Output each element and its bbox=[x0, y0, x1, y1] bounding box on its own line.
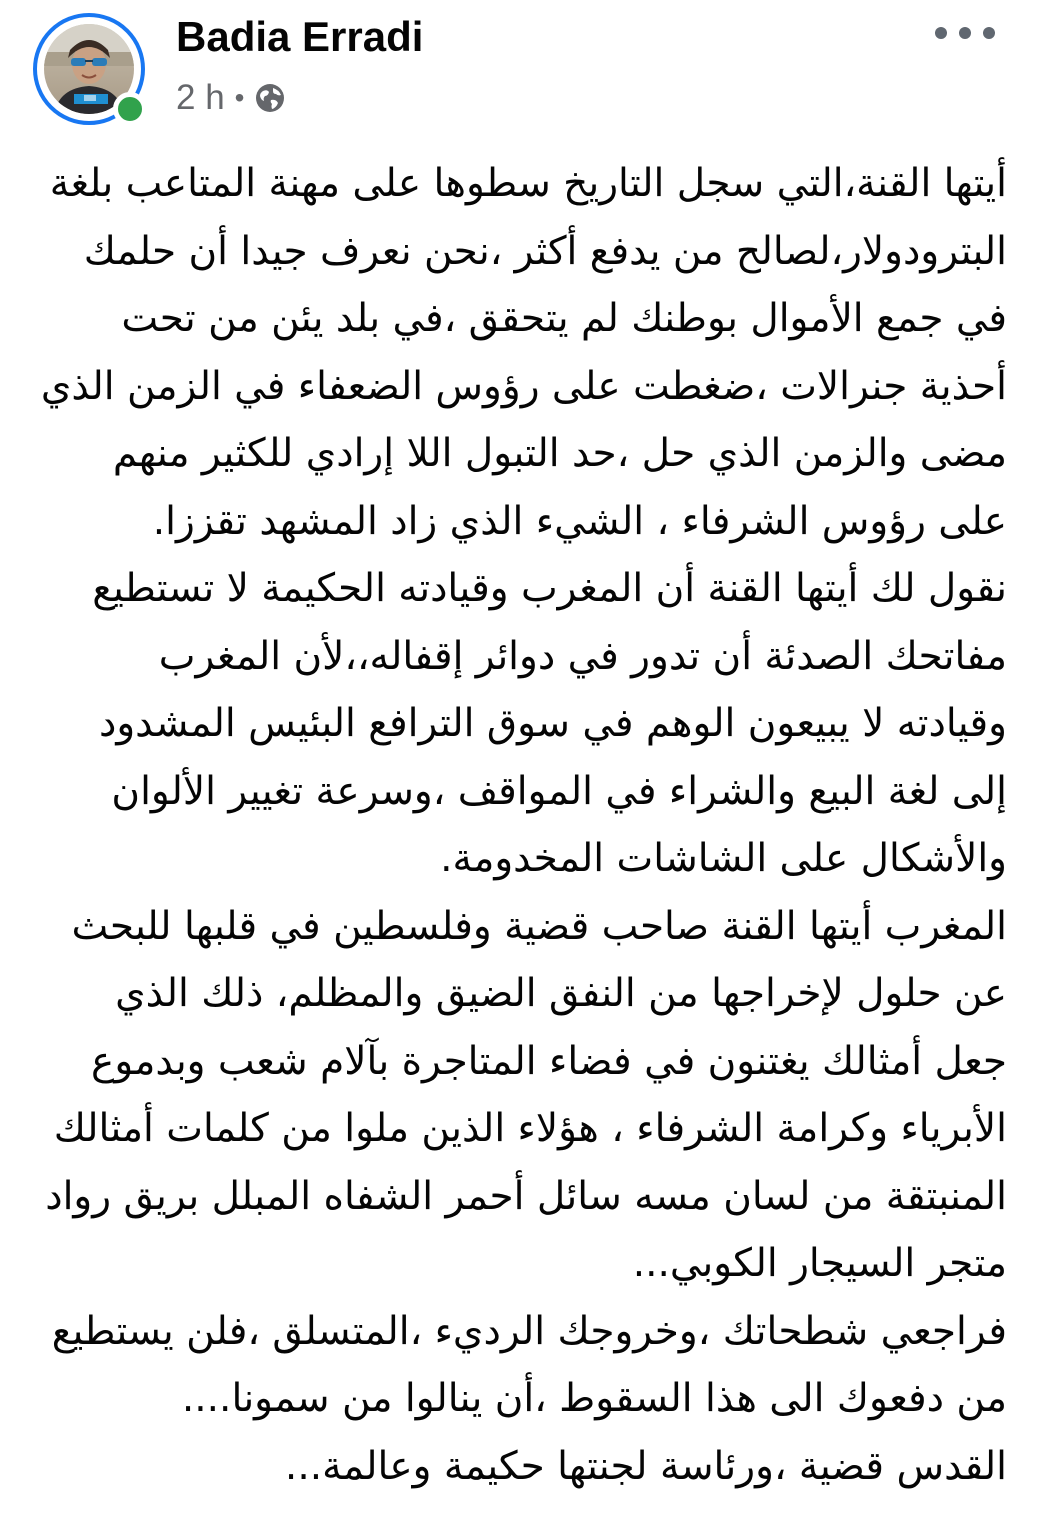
more-dot bbox=[959, 27, 971, 39]
post-text-line: فراجعي شطحاتك ،وخروجك الرديء ،المتسلق ،فلن يستطيع bbox=[51, 1308, 1007, 1354]
online-status-indicator bbox=[113, 92, 147, 126]
post-text-line: أيتها القنة،التي سجل التاريخ سطوها على مهنة المتاعب بلغة bbox=[49, 161, 1007, 206]
post-text-line: جعل أمثالك يغتنون في فضاء المتاجرة بآلام شعب وبدموع bbox=[91, 1038, 1007, 1084]
post-timestamp[interactable]: 2 h bbox=[176, 78, 225, 117]
post-header bbox=[0, 0, 1043, 140]
post-text-line: البترودولار،لصالح من يدفع أكثر ،نحن نعرف جيدا أن حلمك bbox=[83, 228, 1007, 274]
post-meta bbox=[176, 76, 286, 120]
post-text-line: وقيادته لا يبيعون الوهم في سوق الترافع البئيس المشدود bbox=[98, 701, 1007, 746]
meta-separator: • bbox=[234, 82, 245, 113]
author-name[interactable]: Badia Erradi bbox=[176, 13, 424, 60]
post-text-line: على رؤوس الشرفاء ، الشيء الذي زاد المشهد تقززا. bbox=[152, 498, 1007, 544]
post-text-line: إلى لغة البيع والشراء في المواقف ،وسرعة تغيير الألوان bbox=[111, 768, 1007, 814]
post-text-line: المغرب أيتها القنة صاحب قضية وفلسطين في قلبها للبحث bbox=[71, 903, 1007, 949]
post-text-line: والأشكال على الشاشات المخدومة. bbox=[440, 836, 1007, 881]
post-text-line: المنبتقة من لسان مسه سائل أحمر الشفاه المبلل بريق رواد bbox=[45, 1173, 1007, 1219]
post-text-line: الأبرياء وكرامة الشرفاء ، هؤلاء الذين ملوا من كلمات أمثالك bbox=[53, 1106, 1007, 1151]
post-text-line: عن حلول لإخراجها من النفق الضيق والمظلم، ذلك الذي bbox=[115, 971, 1007, 1016]
globe-icon[interactable] bbox=[254, 82, 286, 114]
more-dot bbox=[935, 27, 947, 39]
more-dot bbox=[983, 27, 995, 39]
post-text-line: مضى والزمن الذي حل ،حد التبول اللا إرادي للكثير منهم bbox=[112, 431, 1007, 476]
post-text-line: مفاتحك الصدئة أن تدور في دوائر إقفاله،،لأن المغرب bbox=[158, 633, 1007, 679]
post-text-line: أحذية جنرالات ،ضغطت على رؤوس الضعفاء في الزمن الذي bbox=[40, 363, 1007, 409]
post-text-line: متجر السيجار الكوبي... bbox=[632, 1241, 1007, 1286]
post-text bbox=[36, 150, 1007, 1500]
post-text-line: نقول لك أيتها القنة أن المغرب وقيادته الحكيمة لا تستطيع bbox=[92, 566, 1007, 611]
post-text-line: في جمع الأموال بوطنك لم يتحقق ،في بلد يئن من تحت bbox=[121, 296, 1007, 341]
post-text-line: من دفعوك الى هذا السقوط ،أن ينالوا من سمونا.... bbox=[181, 1376, 1007, 1421]
more-options-icon[interactable] bbox=[935, 18, 995, 48]
post-text-line: القدس قضية ،ورئاسة لجنتها حكيمة وعالمة... bbox=[284, 1443, 1007, 1489]
